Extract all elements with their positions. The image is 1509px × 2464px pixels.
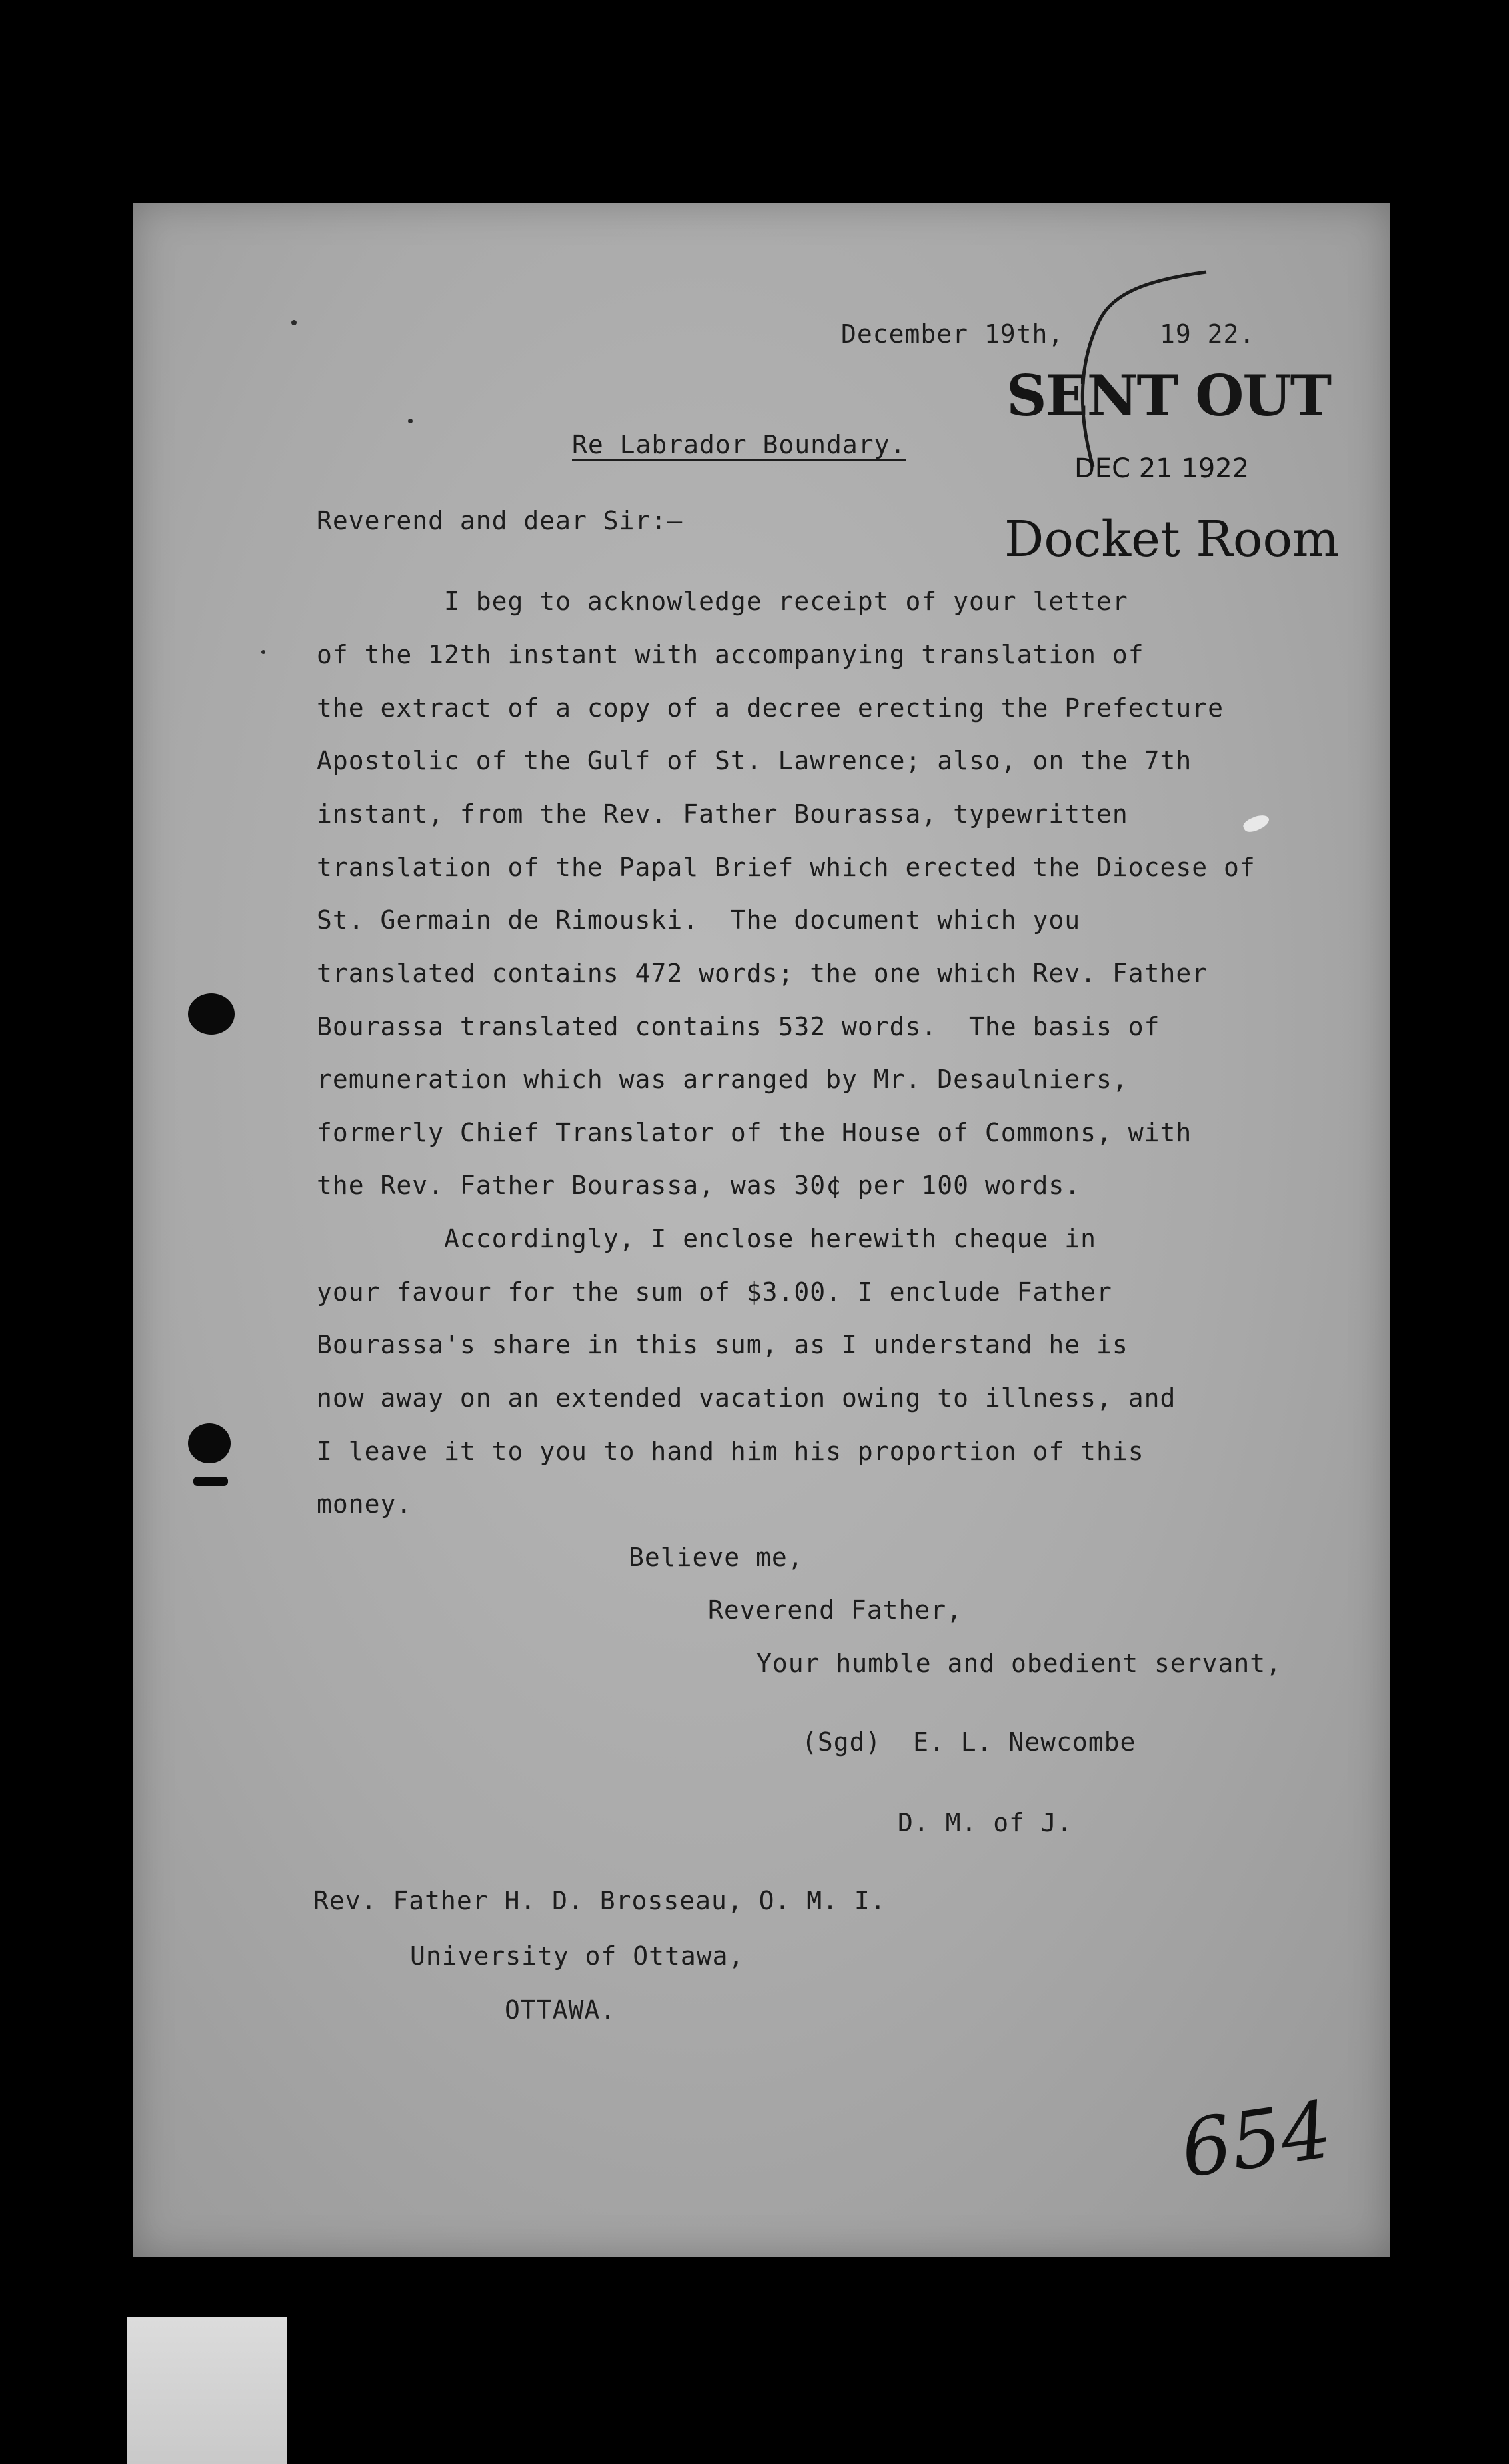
body-line: remuneration which was arranged by Mr. Desaulniers,	[317, 1065, 1128, 1094]
stamp-date: DEC 21 1922	[1074, 453, 1250, 484]
signer-title: D. M. of J.	[898, 1808, 1073, 1837]
recipient-line: Rev. Father H. D. Brosseau, O. M. I.	[313, 1886, 886, 1915]
body-line: St. Germain de Rimouski. The document which you	[317, 905, 1081, 935]
letter-date-year: 19 22.	[1160, 319, 1256, 349]
archival-label-tab	[127, 2317, 287, 2464]
scan-speck	[291, 320, 297, 325]
body-line: formerly Chief Translator of the House of Commons, with	[317, 1118, 1192, 1147]
body-line: of the 12th instant with accompanying translation of	[317, 640, 1144, 669]
letter-date: December 19th,	[841, 319, 1064, 349]
signature-line: (Sgd) E. L. Newcombe	[802, 1727, 1136, 1757]
body-line: translation of the Papal Brief which erected the Diocese of	[317, 853, 1256, 882]
body-line: money.	[317, 1489, 413, 1519]
punch-hole-blot	[188, 993, 235, 1035]
body-line: the Rev. Father Bourassa, was 30¢ per 100 words.	[317, 1171, 1081, 1200]
folio-number: 654	[1175, 2083, 1337, 2196]
letter-subject: Re Labrador Boundary.	[572, 430, 906, 459]
scan-speck	[261, 650, 265, 654]
recipient-line: University of Ottawa,	[410, 1941, 745, 1971]
body-line: I beg to acknowledge receipt of your letter	[317, 587, 1128, 616]
body-line: Bourassa's share in this sum, as I understand he is	[317, 1330, 1128, 1359]
closing-line: Reverend Father,	[708, 1595, 963, 1625]
body-line: I leave it to you to hand him his proportion of this	[317, 1437, 1144, 1466]
body-line: instant, from the Rev. Father Bourassa, typewritten	[317, 799, 1128, 829]
punch-hole-blot	[188, 1423, 231, 1463]
sent-out-stamp: SENT OUT	[1006, 363, 1331, 429]
body-line: Bourassa translated contains 532 words. The basis of	[317, 1012, 1160, 1041]
body-line: the extract of a copy of a decree erecting the Prefecture	[317, 693, 1224, 723]
punch-hole-blot	[193, 1477, 228, 1486]
body-line: Apostolic of the Gulf of St. Lawrence; also, on the 7th	[317, 746, 1192, 775]
docket-room-stamp: Docket Room	[1004, 511, 1340, 568]
closing-line: Your humble and obedient servant,	[756, 1649, 1282, 1678]
scan-speck	[408, 419, 413, 423]
recipient-line: OTTAWA.	[505, 1995, 617, 2025]
body-line: translated contains 472 words; the one which Rev. Father	[317, 959, 1208, 988]
letter-salutation: Reverend and dear Sir:—	[317, 506, 683, 535]
body-line: now away on an extended vacation owing to illness, and	[317, 1383, 1176, 1413]
closing-line: Believe me,	[629, 1543, 804, 1572]
body-line: your favour for the sum of $3.00. I enclude Father	[317, 1277, 1112, 1307]
body-line: Accordingly, I enclose herewith cheque in	[317, 1224, 1097, 1253]
